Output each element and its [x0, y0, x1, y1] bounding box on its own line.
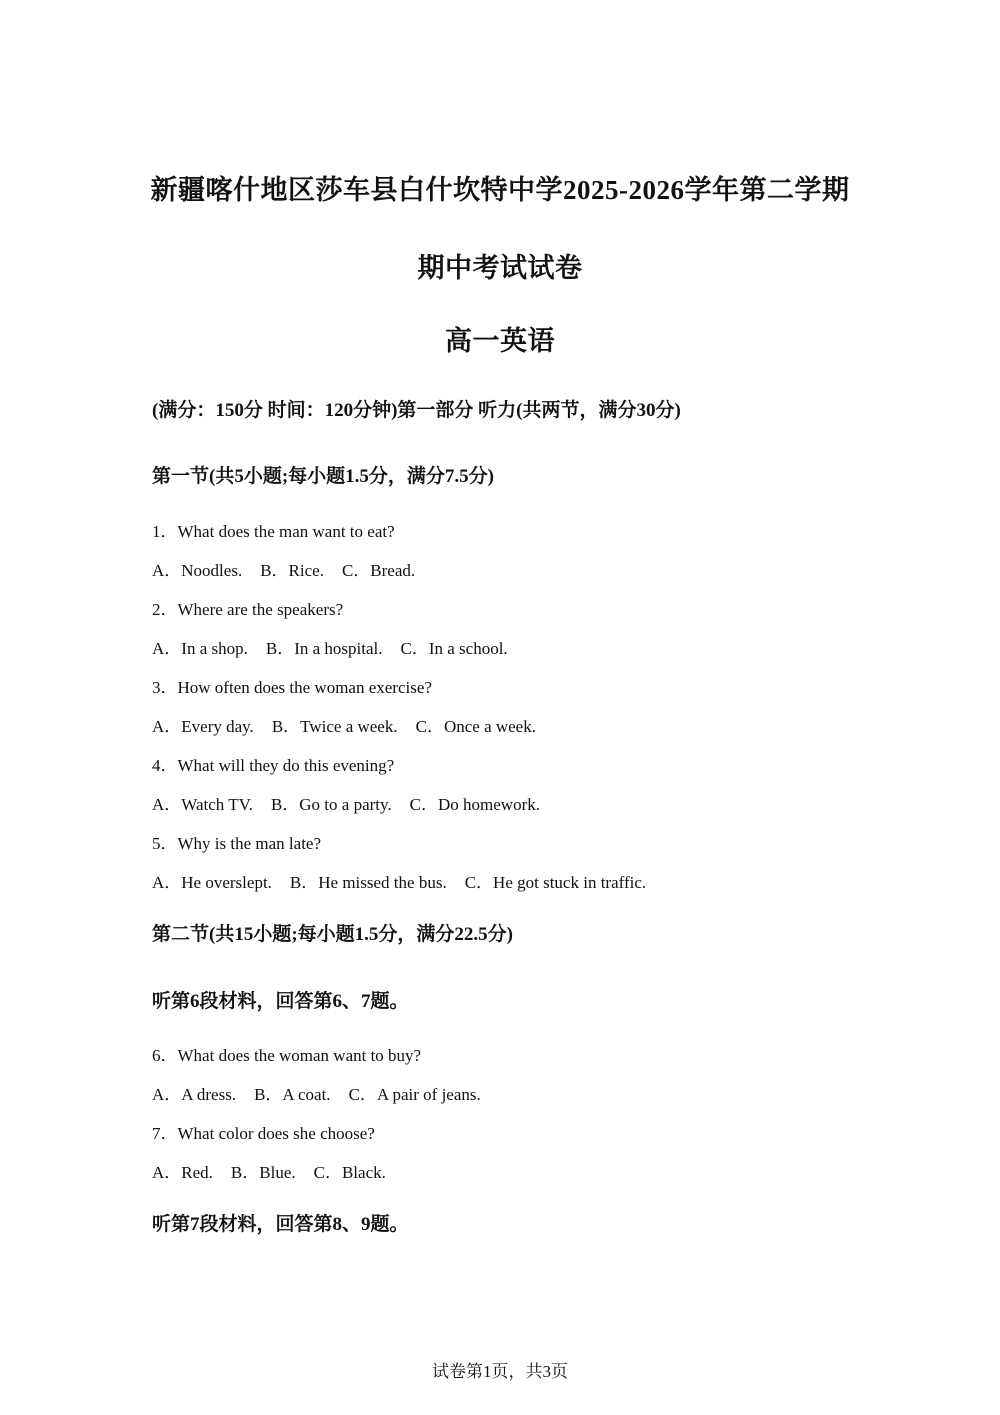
option-c: C．Once a week.: [415, 717, 536, 736]
option-b: B．A coat.: [254, 1085, 331, 1104]
option-a: A．Noodles.: [152, 561, 243, 580]
option-c: C．A pair of jeans.: [348, 1085, 481, 1104]
option-a: A．He overslept.: [152, 873, 272, 892]
section1-heading: 第一节(共5小题;每小题1.5分，满分7.5分): [152, 466, 494, 487]
option-c: C．In a school.: [400, 639, 508, 658]
question-7-options: [152, 1158, 404, 1183]
option-c: C．Black.: [313, 1163, 386, 1182]
option-b: B．Go to a party.: [270, 795, 392, 814]
section2-heading: 第二节(共15小题;每小题1.5分，满分22.5分): [152, 924, 513, 945]
option-b: B．Twice a week.: [271, 717, 398, 736]
option-a: A．In a shop.: [152, 639, 248, 658]
option-a: A．Every day.: [152, 717, 254, 736]
question-2: 2．Where are the speakers?: [152, 600, 344, 619]
option-a: A．Red.: [152, 1163, 213, 1182]
question-4-options: [152, 790, 558, 815]
material-7-heading: 听第7段材料，回答第8、9题。: [152, 1214, 409, 1235]
exam-title-school: 新疆喀什地区莎车县白什坎特中学2025-2026学年第二学期: [150, 175, 850, 205]
question-1-options: [152, 556, 433, 581]
option-b: B．Blue.: [230, 1163, 296, 1182]
question-5-options: [152, 868, 664, 893]
option-a: A．A dress.: [152, 1085, 237, 1104]
option-c: C．He got stuck in traffic.: [464, 873, 647, 892]
option-b: B．In a hospital.: [265, 639, 383, 658]
question-6-options: [152, 1080, 499, 1105]
exam-title-subject: 高一英语: [445, 326, 555, 356]
question-7: 7．What color does she choose?: [152, 1124, 375, 1143]
option-c: C．Bread.: [341, 561, 416, 580]
question-4: 4．What will they do this evening?: [152, 756, 395, 775]
question-3: 3．How often does the woman exercise?: [152, 678, 432, 697]
option-b: B．Rice.: [260, 561, 324, 580]
option-a: A．Watch TV.: [152, 795, 253, 814]
question-1: 1．What does the man want to eat?: [152, 522, 395, 541]
question-5: 5．Why is the man late?: [152, 834, 322, 853]
option-c: C．Do homework.: [409, 795, 540, 814]
exam-info-line: (满分：150分 时间：120分钟)第一部分 听力(共两节，满分30分): [152, 400, 681, 421]
exam-title-type: 期中考试试卷: [417, 253, 583, 283]
question-3-options: [152, 712, 554, 737]
question-6: 6．What does the woman want to buy?: [152, 1046, 422, 1065]
question-2-options: [152, 634, 526, 659]
page-footer: 试卷第1页，共3页: [432, 1362, 568, 1381]
material-6-heading: 听第6段材料，回答第6、7题。: [152, 991, 409, 1012]
option-b: B．He missed the bus.: [289, 873, 447, 892]
